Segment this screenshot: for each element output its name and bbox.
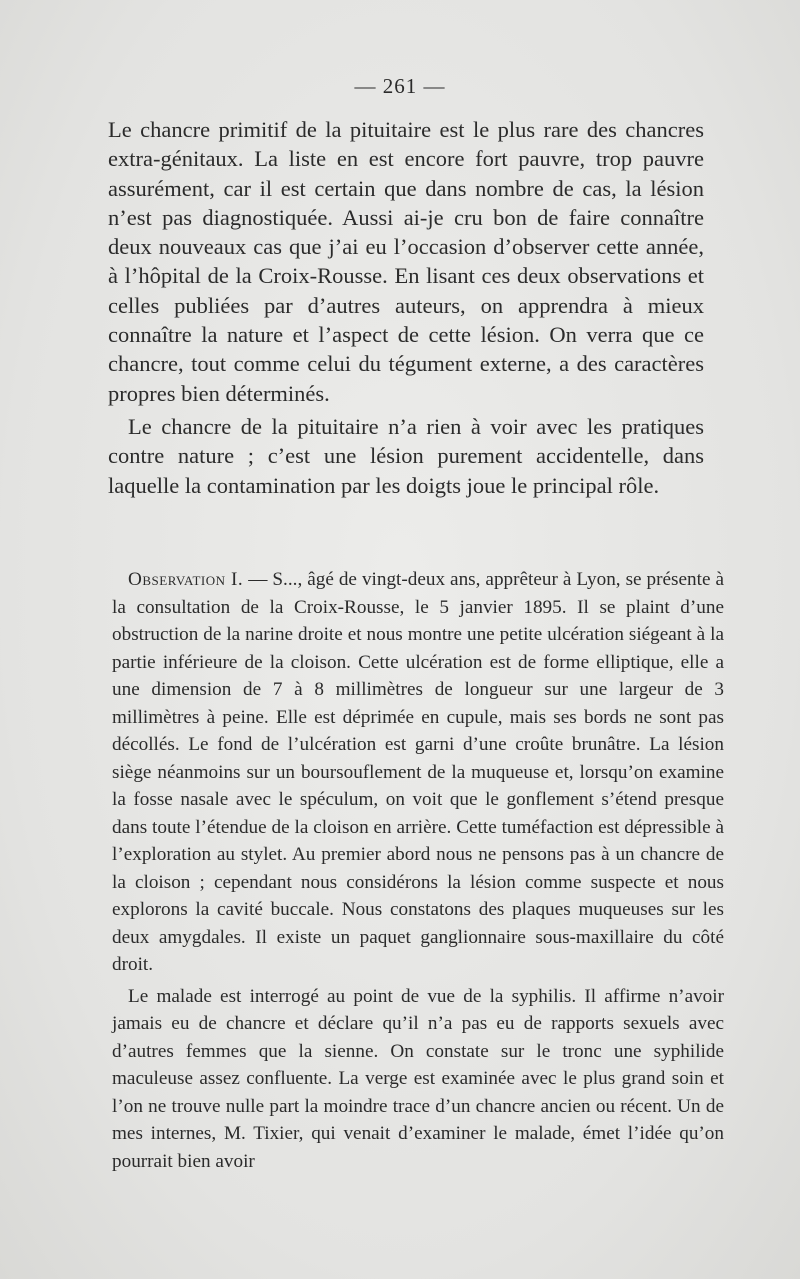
observation-text: — S..., âgé de vingt-deux ans, apprêteur à Lyon, se présente à la consultation de la Croix-Rousse, le 5 janvier 1895. Il se plaint d’une obstruction de la narine droite et nous montre une petite ulcération siégeant à la partie inférieure de la cloison. Cette ulcération est de forme elliptique, elle a une dimension de 7 à 8 millimètres de longueur sur une largeur de 3 millimètres à peine. Elle est déprimée en cupule, mais ses bords ne sont pas décollés. Le fond de l’ulcération est garni d’une croûte brunâtre. La lésion siège néanmoins sur un boursouflement de la muqueuse et, lorsqu’on examine la fosse nasale avec le spéculum, on voit que le gonflement s’étend presque dans toute l’étendue de la cloison en arrière. Cette tuméfaction est dépressible à l’exploration au stylet. Au premier abord nous ne pensons pas à un chancre de la cloison ; cependant nous considérons la lésion comme suspecte et nous explorons la cavité buccale. Nous constatons des plaques muqueuses sur les deux amygdales. Il existe un paquet ganglionnaire sous-maxillaire du côté droit. <box>112 569 724 975</box>
observation-paragraph <box>112 566 724 979</box>
page-number: — 261 — <box>354 74 446 98</box>
intro-paragraph: Le chancre de la pituitaire n’a rien à voir avec les pratiques contre nature ; c’est une lésion purement accidentelle, dans laquelle la contamination par les doigts joue le principal rôle. <box>108 413 704 498</box>
observation-paragraph: Le malade est interrogé au point de vue de la syphilis. Il affirme n’avoir jamais eu de chancre et déclare qu’il n’a pas eu de rapports sexuels avec d’autres femmes que la sienne. On constate sur le tronc une syphilide maculeuse assez confluente. La verge est examinée avec le plus grand soin et l’on ne trouve nulle part la moindre trace d’un chancre ancien ou récent. Un de mes internes, M. Tixier, qui venait d’examiner le malade, émet l’idée qu’on pourrait bien avoir <box>112 985 724 1172</box>
intro-text <box>108 115 704 500</box>
observation-title: Observation I. <box>128 569 244 590</box>
observation-block <box>112 566 724 1175</box>
intro-paragraph: Le chancre primitif de la pituitaire est le plus rare des chancres extra-génitaux. La liste en est encore fort pauvre, trop pauvre assurément, car il est certain que dans nombre de cas, la lésion n’est pas diagnostiquée. Aussi ai-je cru bon de faire connaître deux nouveaux cas que j’ai eu l’occasion d’observer cette année, à l’hôpital de la Croix-Rousse. En lisant ces deux observations et celles publiées par d’autres auteurs, on apprendra à mieux connaître la nature et l’aspect de cette lésion. On verra que ce chancre, tout comme celui du tégument externe, a des caractères propres bien déterminés. <box>108 117 704 406</box>
